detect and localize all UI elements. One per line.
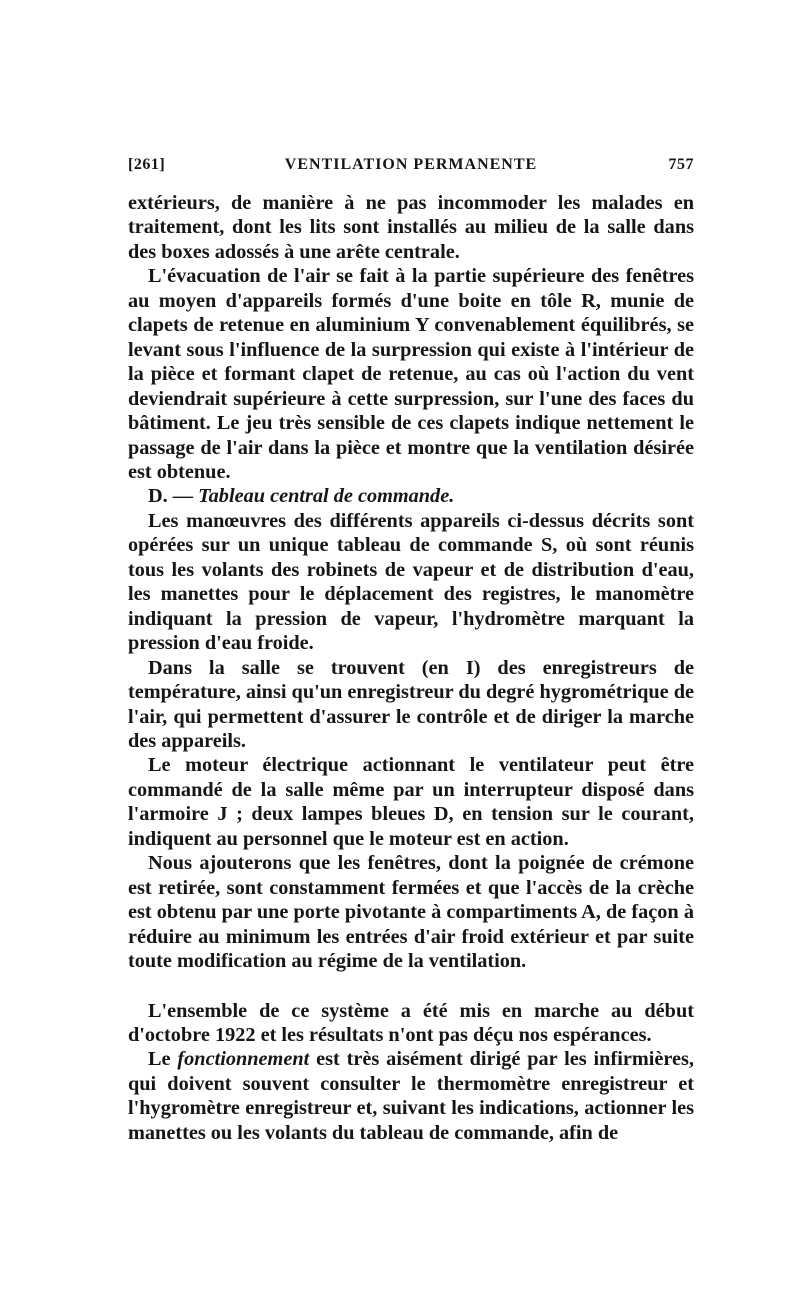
paragraph-manoeuvres: Les manœuvres des différents appareils ci-dessus décrits sont opérées sur un unique tableau de commande S, où sont réunis tous les volants des robinets de vapeur et de distribution d'eau, les manettes pour le déplacement des registres, le manomètre indiquant la pression de vapeur, l'hydromètre marquant la pression d'eau froide. bbox=[128, 509, 694, 655]
paragraph-fenetres: Nous ajouterons que les fenêtres, dont la poignée de crémone est retirée, sont constamment fermées et que l'accès de la crèche est obtenu par une porte pivotante à compartiments A, de façon à réduire au minimum les entrées d'air froid extérieur et par suite toute modification au régime de la ventilation. bbox=[128, 852, 694, 973]
section-heading-title: Tableau central de commande. bbox=[198, 485, 455, 508]
paragraph-continuation: extérieurs, de manière à ne pas incommoder les malades en traitement, dont les lits sont installés au milieu de la salle dans des boxes adossés à une arête centrale. bbox=[128, 192, 694, 263]
paragraph-ensemble: L'ensemble de ce système a été mis en marche au début d'octobre 1922 et les résultats n'ont pas déçu nos espérances. bbox=[128, 999, 694, 1046]
paragraph-enregistreurs: Dans la salle se trouvent (en I) des enregistreurs de température, ainsi qu'un enregistreur du degré hygrométrique de l'air, qui permettent d'assurer le contrôle et de diriger la marche des appareils. bbox=[128, 656, 694, 752]
paragraph-moteur: Le moteur électrique actionnant le ventilateur peut être commandé de la salle même par un interrupteur disposé dans l'armoire J ; deux lampes bleues D, en tension sur le courant, indiquent au personnel que le moteur est en action. bbox=[128, 754, 694, 850]
fonctionnement-italic: fonctionnement bbox=[177, 1048, 310, 1071]
fonctionnement-prefix: Le bbox=[148, 1048, 178, 1071]
paragraph-fonctionnement bbox=[128, 1047, 694, 1145]
section-gap bbox=[128, 974, 694, 999]
section-heading-prefix: D. — bbox=[148, 485, 199, 508]
running-title: VENTILATION PERMANENTE bbox=[284, 156, 538, 173]
page-reference: [261] bbox=[128, 156, 166, 173]
page-header bbox=[128, 156, 694, 180]
body-text bbox=[128, 191, 694, 1145]
page-number: 757 bbox=[668, 156, 694, 173]
section-heading bbox=[128, 484, 694, 508]
paragraph-evacuation: L'évacuation de l'air se fait à la partie supérieure des fenêtres au moyen d'appareils formés d'une boite en tôle R, munie de clapets de retenue en aluminium Y convenablement équilibrés, se levant sous l'influence de la surpression qui existe à l'intérieur de la pièce et formant clapet de retenue, au cas où l'action du vent deviendrait supérieure à cette surpression, sur l'une des faces du bâtiment. Le jeu très sensible de ces clapets indique nettement le passage de l'air dans la pièce et montre que la ventilation désirée est obtenue. bbox=[128, 265, 694, 483]
fonctionnement-rest: est très aisément dirigé par les infirmières, qui doivent souvent consulter le thermomètre enregistreur et l'hygromètre enregistreur et, suivant les indications, actionner les manettes ou les volants du tableau de commande, afin de bbox=[128, 1048, 694, 1144]
